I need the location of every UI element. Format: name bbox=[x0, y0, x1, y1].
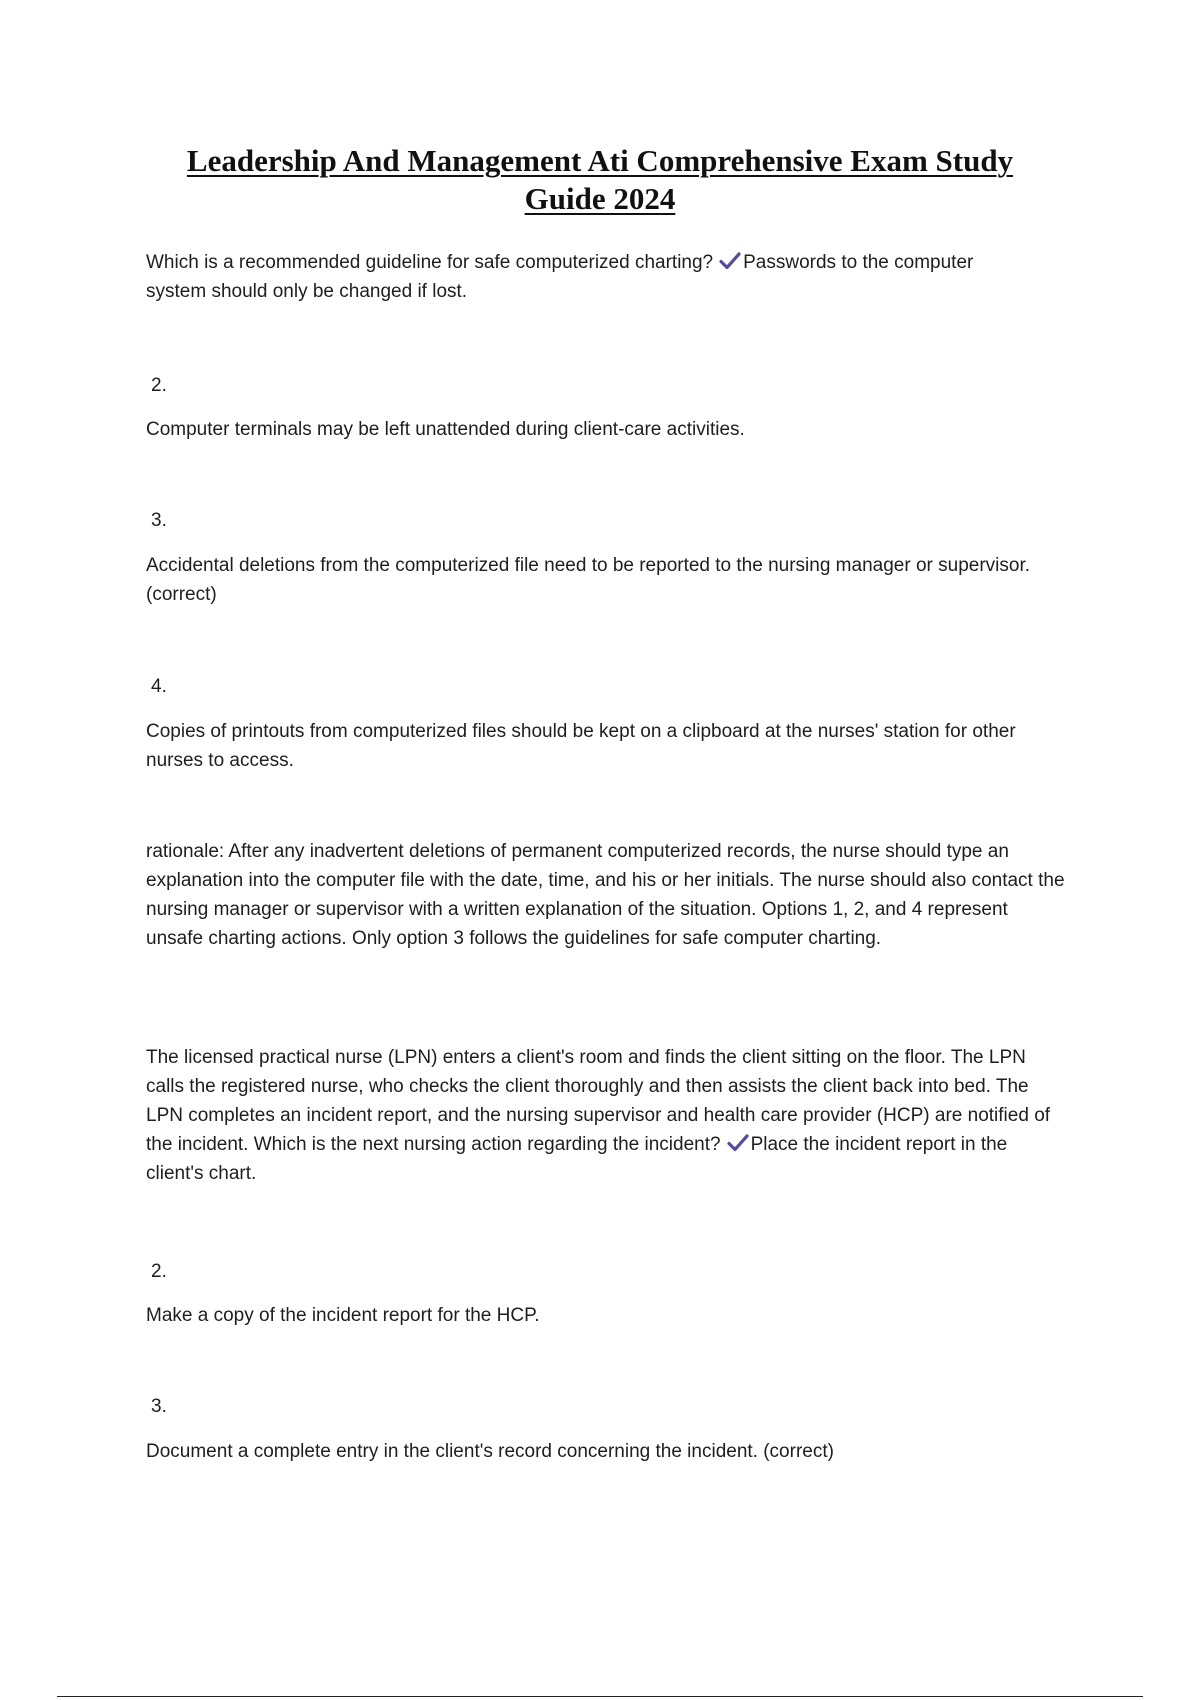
q1-option-2-text: Computer terminals may be left unattended during client-care activities. bbox=[146, 419, 745, 440]
q1-rationale: rationale: After any inadvertent deletions of permanent computerized records, the nurse should type an explanation into the computer file with the date, time, and his or her initials. The nurse should also contact the nursing manager or supervisor with a written explanation of the situation. Options 1, 2, and 4 represent unsafe charting actions. Only option 3 follows the guidelines for safe computer charting. bbox=[146, 841, 1065, 949]
q2-question bbox=[146, 1043, 1066, 1188]
q1-question-text: Which is a recommended guideline for safe computerized charting? bbox=[146, 252, 714, 273]
checkmark-icon bbox=[719, 252, 741, 270]
q1-answer-line-1: Passwords to the computer bbox=[743, 252, 974, 273]
q2-option-2-number: 2. bbox=[151, 1261, 167, 1282]
q1-answer-line-2: system should only be changed if lost. bbox=[146, 281, 468, 302]
q2-option-3-text: Document a complete entry in the client's record concerning the incident. (correct) bbox=[146, 1441, 834, 1462]
title-line-2: Guide 2024 bbox=[524, 181, 676, 216]
q2-question-text: The licensed practical nurse (LPN) enters a client's room and finds the client sitting on the floor. The LPN calls the registered nurse, who checks the client thoroughly and then assists the client back into bed. The LPN completes an incident report, and the nursing supervisor and health care provider (HCP) are notified of the incident. Which is the next nursing action regarding the incident? bbox=[146, 1047, 1051, 1155]
q2-answer: Place the incident report in the client's chart. bbox=[146, 1134, 1008, 1184]
q1-option-3-text: Accidental deletions from the computerized file need to be reported to the nursing manager or supervisor. (correct) bbox=[146, 555, 1031, 605]
document-title bbox=[130, 142, 1070, 218]
footer-divider bbox=[57, 1696, 1143, 1697]
q1-option-2-number: 2. bbox=[151, 375, 167, 396]
q1-question bbox=[146, 248, 1066, 306]
title-line-1: Leadership And Management Ati Comprehensive Exam Study bbox=[186, 143, 1014, 178]
checkmark-icon bbox=[727, 1134, 749, 1152]
q1-option-4-number: 4. bbox=[151, 676, 167, 697]
q1-option-3-number: 3. bbox=[151, 510, 167, 531]
q2-option-2-text: Make a copy of the incident report for the HCP. bbox=[146, 1305, 540, 1326]
q1-option-4-text: Copies of printouts from computerized files should be kept on a clipboard at the nurses' station for other nurses to access. bbox=[146, 721, 1016, 771]
q2-option-3-number: 3. bbox=[151, 1396, 167, 1417]
